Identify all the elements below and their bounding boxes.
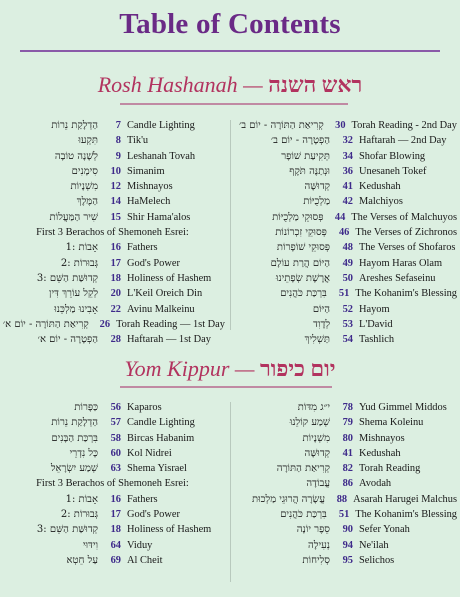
entry-hebrew-title: תְּקִיעַת שׁוֹפָר: [281, 150, 330, 162]
entry-english-title: Mishnayos: [359, 432, 405, 444]
entry-english-title: Tik'u: [127, 135, 149, 147]
entry-page-number: 64: [110, 539, 121, 551]
toc-entry[interactable]: [0, 212, 225, 227]
entry-page-number: 49: [342, 257, 353, 269]
entry-english-title: Shema Koleinu: [359, 417, 424, 429]
entry-hebrew-title: כַּפָּרוֹת: [74, 402, 98, 413]
entry-hebrew-title: עַל חֵטְא: [66, 554, 98, 566]
entry-page-number: 50: [342, 272, 353, 284]
entry-page-number: 60: [110, 447, 121, 459]
toc-entry[interactable]: [0, 433, 225, 448]
toc-entry[interactable]: [0, 555, 225, 570]
entry-hebrew-title: קְדוּשָּׁה: [304, 447, 330, 459]
entry-hebrew-title: כָּל נִדְרֵי: [69, 447, 98, 459]
entry-page-number: 10: [110, 165, 121, 177]
toc-entry[interactable]: [232, 196, 457, 211]
entry-page-number: 69: [110, 554, 121, 566]
toc-entry[interactable]: [0, 151, 225, 166]
entry-english-title: Selichos: [359, 554, 395, 566]
entry-english-title: L'David: [359, 318, 393, 330]
toc-entry[interactable]: [232, 304, 457, 319]
entry-page-number: 86: [342, 478, 353, 490]
entry-page-number: 52: [342, 303, 353, 315]
entry-english-title: Candle Lighting: [127, 120, 195, 131]
entry-english-title: Yud Gimmel Middos: [359, 402, 447, 413]
entry-page-number: 56: [110, 402, 121, 413]
toc-entry[interactable]: [0, 417, 225, 432]
rosh-hashanah-heading: [0, 72, 460, 98]
entry-hebrew-title: קְדוּשָּׁה: [304, 181, 330, 193]
toc-entry[interactable]: [232, 288, 457, 303]
toc-entry[interactable]: [0, 288, 225, 303]
entry-english-title: God's Power: [127, 257, 180, 269]
entry-hebrew-title: קְדוּשַּׁת הַשֵּׁם :3: [36, 272, 98, 284]
entry-page-number: 82: [342, 463, 353, 475]
entry-page-number: 53: [342, 318, 353, 330]
entry-hebrew-title: הַיּוֹם: [312, 303, 330, 315]
entry-hebrew-title: אָבוֹת :1: [65, 493, 98, 505]
entry-page-number: 18: [110, 524, 121, 536]
entry-english-title: HaMelech: [127, 196, 171, 208]
entry-english-title: Mishnayos: [127, 181, 173, 193]
entry-hebrew-title: סְלִיחוֹת: [302, 554, 330, 566]
rosh-heading-underline: [120, 103, 348, 105]
entry-page-number: 34: [342, 150, 353, 162]
toc-entry[interactable]: [0, 494, 225, 509]
entry-english-title: The Kohanim's Blessing: [355, 509, 457, 521]
entry-page-number: 32: [342, 135, 353, 147]
entry-hebrew-title: שִׁיר הַמַּעֲלוֹת: [49, 211, 98, 223]
entry-english-title: Hayom Haras Olam: [359, 257, 443, 269]
entry-page-number: 90: [342, 524, 353, 536]
entry-hebrew-title: פְּסוּקֵי זִכְרוֹנוֹת: [275, 227, 327, 239]
entry-page-number: 57: [110, 417, 121, 429]
entry-hebrew-title: הַפְטָרָה - יוֹם ב׳: [270, 135, 330, 147]
entry-hebrew-title: סֵפֶר יוֹנָה: [296, 524, 330, 536]
entry-page-number: 54: [342, 334, 353, 346]
entry-hebrew-title: הַמֶּלֶךְ: [76, 196, 98, 208]
yom-heading-underline: [120, 386, 332, 388]
entry-english-title: Haftarah — 1st Day: [127, 334, 211, 346]
entry-english-title: The Verses of Malchuyos: [351, 211, 457, 223]
yom-heading-he: יום כיפור: [259, 356, 336, 381]
toc-entry[interactable]: [0, 120, 225, 135]
entry-page-number: 14: [110, 196, 121, 208]
rosh-heading-he: ראש השנה: [268, 72, 363, 97]
entry-english-title: Torah Reading: [359, 463, 421, 475]
entry-hebrew-title: מִשְׁנָיוֹת: [302, 432, 330, 444]
toc-entry[interactable]: [232, 448, 457, 463]
entry-english-title: Simanim: [127, 165, 165, 177]
section-note: First 3 Berachos of Shemoneh Esrei:: [36, 478, 189, 490]
yom-heading-en: Yom Kippur —: [124, 356, 255, 381]
entry-hebrew-title: בִּרְכַּת כֹּהֲנִים: [280, 509, 327, 521]
toc-entry[interactable]: [0, 540, 225, 555]
entry-english-title: Unesaneh Tokef: [359, 165, 427, 177]
entry-english-title: Areshes Sefaseinu: [359, 272, 436, 284]
entry-page-number: 17: [110, 509, 121, 521]
entry-hebrew-title: עֲבוֹדָה: [306, 478, 330, 490]
yom-left-column: [0, 402, 225, 570]
entry-english-title: Holiness of Hashem: [127, 524, 212, 536]
toc-entry[interactable]: [0, 402, 225, 417]
entry-english-title: Avinu Malkeinu: [127, 303, 195, 315]
entry-page-number: 78: [342, 402, 353, 413]
toc-entry[interactable]: [0, 509, 225, 524]
entry-english-title: Holiness of Hashem: [127, 272, 212, 284]
toc-entry[interactable]: [232, 227, 457, 242]
entry-english-title: Haftarah — 2nd Day: [359, 135, 447, 147]
toc-entry[interactable]: [232, 478, 457, 493]
entry-english-title: Al Cheit: [127, 554, 163, 566]
toc-entry[interactable]: [0, 135, 225, 150]
entry-page-number: 22: [110, 303, 121, 315]
entry-page-number: 7: [115, 120, 121, 131]
entry-hebrew-title: בִּרְכַּת הַבָּנִים: [51, 432, 98, 444]
entry-hebrew-title: שְׁמַע קוֹלֵנוּ: [289, 417, 330, 429]
entry-page-number: 46: [338, 227, 350, 239]
toc-entry[interactable]: [232, 242, 457, 257]
entry-english-title: Sefer Yonah: [359, 524, 410, 536]
yom-kippur-heading: [0, 356, 460, 382]
entry-page-number: 51: [338, 509, 350, 521]
entry-page-number: 17: [110, 257, 121, 269]
entry-page-number: 28: [110, 334, 121, 346]
entry-hebrew-title: הַיּוֹם הֲרַת עוֹלָם: [270, 257, 330, 269]
entry-page-number: 20: [110, 288, 121, 300]
entry-page-number: 94: [342, 539, 353, 551]
entry-page-number: 30: [335, 120, 346, 131]
toc-entry[interactable]: [0, 196, 225, 211]
toc-entry[interactable]: [232, 258, 457, 273]
entry-page-number: 95: [342, 554, 353, 566]
entry-english-title: Avodah: [359, 478, 392, 490]
entry-english-title: Kedushah: [359, 447, 401, 459]
toc-entry[interactable]: [232, 212, 457, 227]
entry-hebrew-title: בִּרְכַּת כֹּהֲנִים: [280, 288, 327, 300]
entry-hebrew-title: אֲרֶשֶׁת שְׂפָתֵינוּ: [275, 272, 330, 284]
entry-page-number: 58: [110, 432, 121, 444]
entry-english-title: Bircas Habanim: [127, 432, 195, 444]
entry-page-number: 41: [342, 447, 353, 459]
toc-entry[interactable]: [232, 151, 457, 166]
entry-page-number: 79: [342, 417, 353, 429]
entry-english-title: Candle Lighting: [127, 417, 195, 429]
entry-hebrew-title: עֲשָׂרָה הֲרוּגֵי מַלְכוּת: [251, 493, 326, 505]
entry-hebrew-title: אָבִינוּ מַלְכֵּנוּ: [54, 303, 98, 315]
rosh-left-column: [0, 120, 225, 349]
entry-page-number: 16: [110, 493, 121, 505]
toc-entry[interactable]: [232, 181, 457, 196]
entry-page-number: 88: [336, 493, 348, 505]
toc-entry[interactable]: [232, 334, 457, 349]
toc-entry[interactable]: [0, 242, 225, 257]
entry-hebrew-title: שְׁמַע יִשְׂרָאֵל: [50, 463, 98, 475]
entry-hebrew-title: הַפְטָרָה - יוֹם א׳: [37, 334, 98, 346]
entry-hebrew-title: י״ג מִדּוֹת: [297, 402, 330, 413]
rosh-right-column: [232, 120, 457, 349]
entry-hebrew-title: תִּקְעוּ: [78, 135, 98, 147]
toc-entry[interactable]: [232, 166, 457, 181]
toc-entry[interactable]: [0, 273, 225, 288]
entry-hebrew-title: גְּבוּרוֹת :2: [60, 257, 98, 269]
entry-hebrew-title: אָבוֹת :1: [65, 242, 98, 254]
toc-entry[interactable]: [232, 463, 457, 478]
entry-english-title: Fathers: [127, 493, 158, 505]
entry-english-title: The Kohanim's Blessing: [355, 288, 457, 300]
entry-english-title: Malchiyos: [359, 196, 403, 208]
toc-entry[interactable]: [232, 540, 457, 555]
entry-hebrew-title: הַדְלָקַת נֵרוֹת: [51, 417, 98, 429]
toc-entry[interactable]: [0, 304, 225, 319]
section-note: First 3 Berachos of Shemoneh Esrei:: [36, 227, 189, 239]
entry-english-title: Kol Nidrei: [127, 447, 172, 459]
entry-hebrew-title: סִימָנִים: [71, 165, 98, 177]
yom-right-column: [232, 402, 457, 570]
title-divider: [20, 50, 440, 52]
toc-entry[interactable]: [232, 319, 457, 334]
toc-entry[interactable]: [232, 524, 457, 539]
toc-entry[interactable]: [0, 181, 225, 196]
entry-hebrew-title: תַּשְׁלִיךְ: [304, 334, 330, 346]
entry-page-number: 44: [334, 211, 346, 223]
rosh-heading-en: Rosh Hashanah —: [97, 72, 263, 97]
entry-hebrew-title: נְעִילָה: [308, 539, 330, 551]
page-title: Table of Contents: [119, 8, 341, 40]
toc-entry[interactable]: [232, 120, 457, 135]
entry-english-title: Hayom: [359, 303, 390, 315]
entry-page-number: 36: [342, 165, 353, 177]
entry-page-number: 8: [115, 135, 121, 147]
toc-entry[interactable]: [0, 448, 225, 463]
toc-entry[interactable]: [232, 273, 457, 288]
toc-entry[interactable]: [0, 334, 225, 349]
entry-page-number: 48: [342, 242, 353, 254]
entry-hebrew-title: וּנְתַנֶּה תֹּקֶף: [289, 165, 330, 177]
entry-page-number: 15: [110, 211, 121, 223]
entry-english-title: Shofar Blowing: [359, 150, 426, 162]
entry-hebrew-title: לְדָוִד: [313, 318, 330, 330]
entry-english-title: God's Power: [127, 509, 180, 521]
entry-english-title: Kedushah: [359, 181, 401, 193]
entry-english-title: The Verses of Zichronos: [355, 227, 457, 239]
toc-entry[interactable]: [0, 258, 225, 273]
entry-hebrew-title: קְרִיאַת הַתּוֹרָה: [276, 463, 330, 475]
entry-english-title: Shema Yisrael: [127, 463, 187, 475]
entry-hebrew-title: מַלְכֻיּוֹת: [303, 196, 330, 208]
entry-english-title: Viduy: [127, 539, 153, 551]
entry-english-title: L'Keil Oreich Din: [127, 288, 203, 300]
toc-entry[interactable]: [232, 433, 457, 448]
entry-english-title: Asarah Harugei Malchus: [353, 493, 457, 505]
entry-hebrew-title: לְשָׁנָה טוֹבָה: [54, 150, 98, 162]
toc-entry[interactable]: [232, 417, 457, 432]
entry-page-number: 18: [110, 272, 121, 284]
entry-english-title: Kaparos: [127, 402, 162, 413]
toc-entry[interactable]: [0, 319, 225, 334]
toc-entry[interactable]: [232, 555, 457, 570]
entry-hebrew-title: פְּסוּקֵי מַלְכֻיּוֹת: [272, 211, 324, 223]
entry-hebrew-title: הַדְלָקַת נֵרוֹת: [51, 120, 98, 131]
entry-english-title: Leshanah Tovah: [127, 150, 196, 162]
entry-page-number: 51: [338, 288, 350, 300]
entry-english-title: Ne'ilah: [359, 539, 389, 551]
entry-english-title: Fathers: [127, 242, 158, 254]
entry-english-title: Torah Reading - 2nd Day: [351, 120, 457, 131]
entry-hebrew-title: גְּבוּרוֹת :2: [60, 509, 98, 521]
entry-page-number: 9: [115, 150, 121, 162]
entry-page-number: 80: [342, 432, 353, 444]
toc-entry[interactable]: [0, 166, 225, 181]
entry-page-number: 42: [342, 196, 353, 208]
entry-hebrew-title: לְקֵל עוֹרֵךְ דִּין: [48, 288, 98, 300]
entry-english-title: The Verses of Shofaros: [359, 242, 456, 254]
entry-hebrew-title: פְּסוּקֵי שׁוֹפָרוֹת: [276, 242, 330, 254]
yom-column-divider: [230, 402, 231, 582]
entry-english-title: Shir Hama'alos: [127, 211, 191, 223]
entry-hebrew-title: וִידּוּי: [82, 539, 98, 551]
toc-entry[interactable]: [232, 402, 457, 417]
toc-entry[interactable]: [232, 509, 457, 524]
entry-hebrew-title: קְרִיאַת הַתּוֹרָה - יוֹם א׳: [2, 318, 89, 330]
entry-english-title: Tashlich: [359, 334, 395, 346]
entry-page-number: 41: [342, 181, 353, 193]
toc-entry[interactable]: [0, 463, 225, 478]
toc-entry[interactable]: [232, 494, 457, 509]
toc-entry[interactable]: [0, 524, 225, 539]
entry-page-number: 63: [110, 463, 121, 475]
entry-hebrew-title: קְדוּשַּׁת הַשֵּׁם :3: [36, 524, 98, 536]
entry-page-number: 12: [110, 181, 121, 193]
rosh-column-divider: [230, 120, 231, 330]
toc-entry[interactable]: [232, 135, 457, 150]
entry-page-number: 16: [110, 242, 121, 254]
entry-page-number: 26: [99, 318, 111, 330]
entry-english-title: Torah Reading — 1st Day: [116, 318, 225, 330]
entry-hebrew-title: מִשְׁנָיוֹת: [70, 181, 98, 193]
entry-hebrew-title: קְרִיאַת הַתּוֹרָה - יוֹם ב׳: [238, 120, 324, 131]
